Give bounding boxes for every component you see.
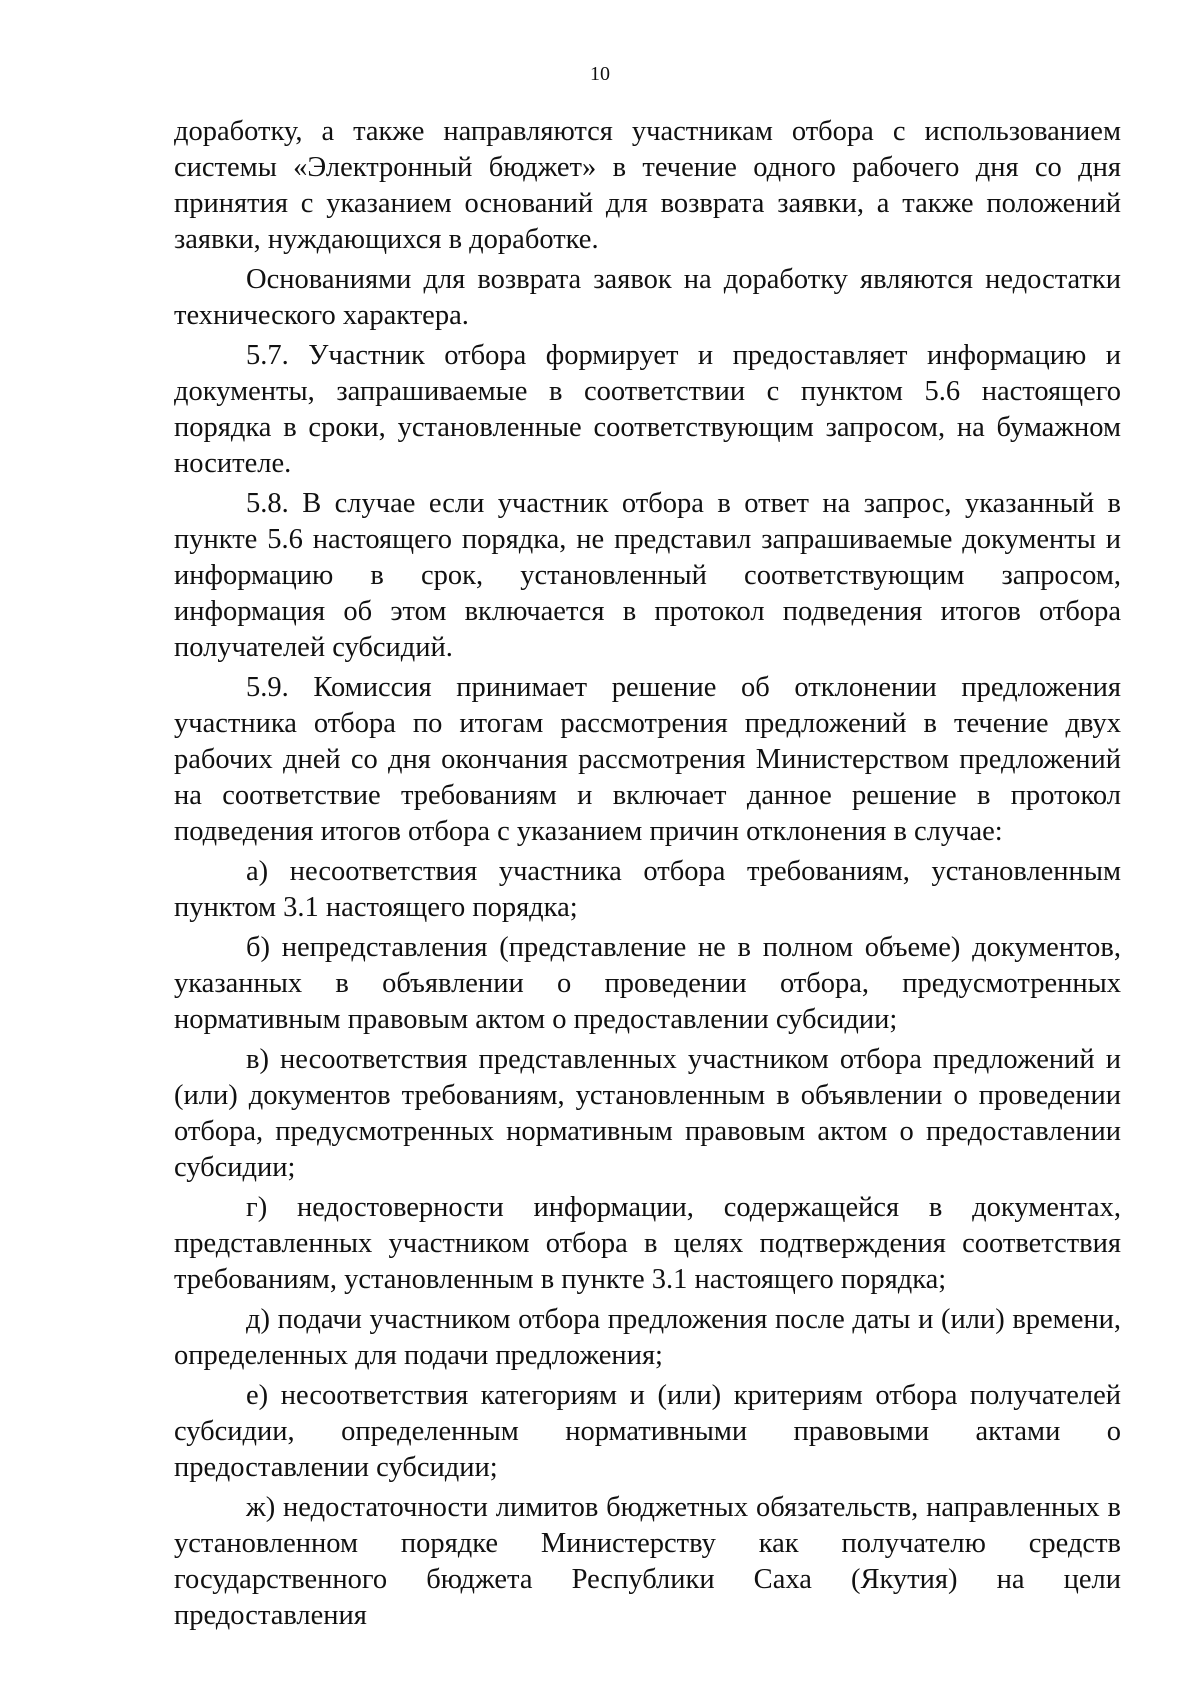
paragraph: в) несоответствия представленных участником отбора предложений и (или) документов требованиям, установленным в объявлении о проведении отбора, предусмотренных нормативным правовым актом о предоставлении субсидии; (174, 1044, 1121, 1183)
paragraph: а) несоответствия участника отбора требованиям, установленным пунктом 3.1 настоящего порядка; (174, 856, 1121, 923)
paragraph: 5.7. Участник отбора формирует и предоставляет информацию и документы, запрашиваемые в соответствии с пунктом 5.6 настоящего порядка в сроки, установленные соответствующим запросом, на бумажном носителе. (174, 340, 1121, 479)
page-number: 10 (590, 63, 610, 85)
paragraph: 5.9. Комиссия принимает решение об отклонении предложения участника отбора по итогам рассмотрения предложений в течение двух рабочих дней со дня окончания рассмотрения Министерством предложений на соответствие требованиям и включает данное решение в протокол подведения итогов отбора с указанием причин отклонения в случае: (174, 672, 1121, 847)
paragraph: Основаниями для возврата заявок на доработку являются недостатки технического характера. (174, 264, 1121, 331)
paragraph: г) недостоверности информации, содержащейся в документах, представленных участником отбора в целях подтверждения соответствия требованиям, установленным в пункте 3.1 настоящего порядка; (174, 1192, 1121, 1295)
paragraph: е) несоответствия категориям и (или) критериям отбора получателей субсидии, определенным нормативными правовыми актами о предоставлении субсидии; (174, 1380, 1121, 1483)
paragraph: 5.8. В случае если участник отбора в ответ на запрос, указанный в пункте 5.6 настоящего порядка, не представил запрашиваемые документы и информацию в срок, установленный соответствующим запросом, информация об этом включается в протокол подведения итогов отбора получателей субсидий. (174, 488, 1121, 663)
paragraph: д) подачи участником отбора предложения после даты и (или) времени, определенных для подачи предложения; (174, 1304, 1121, 1371)
paragraph: б) непредставления (представление не в полном объеме) документов, указанных в объявлении о проведении отбора, предусмотренных нормативным правовым актом о предоставлении субсидии; (174, 932, 1121, 1035)
document-body (174, 114, 1121, 1638)
paragraph: ж) недостаточности лимитов бюджетных обязательств, направленных в установленном порядке Министерству как получателю средств государственного бюджета Республики Саха (Якутия) на цели предоставления (174, 1492, 1121, 1631)
paragraph: доработку, а также направляются участникам отбора с использованием системы «Электронный бюджет» в течение одного рабочего дня со дня принятия с указанием оснований для возврата заявки, а также положений заявки, нуждающихся в доработке. (174, 116, 1121, 255)
